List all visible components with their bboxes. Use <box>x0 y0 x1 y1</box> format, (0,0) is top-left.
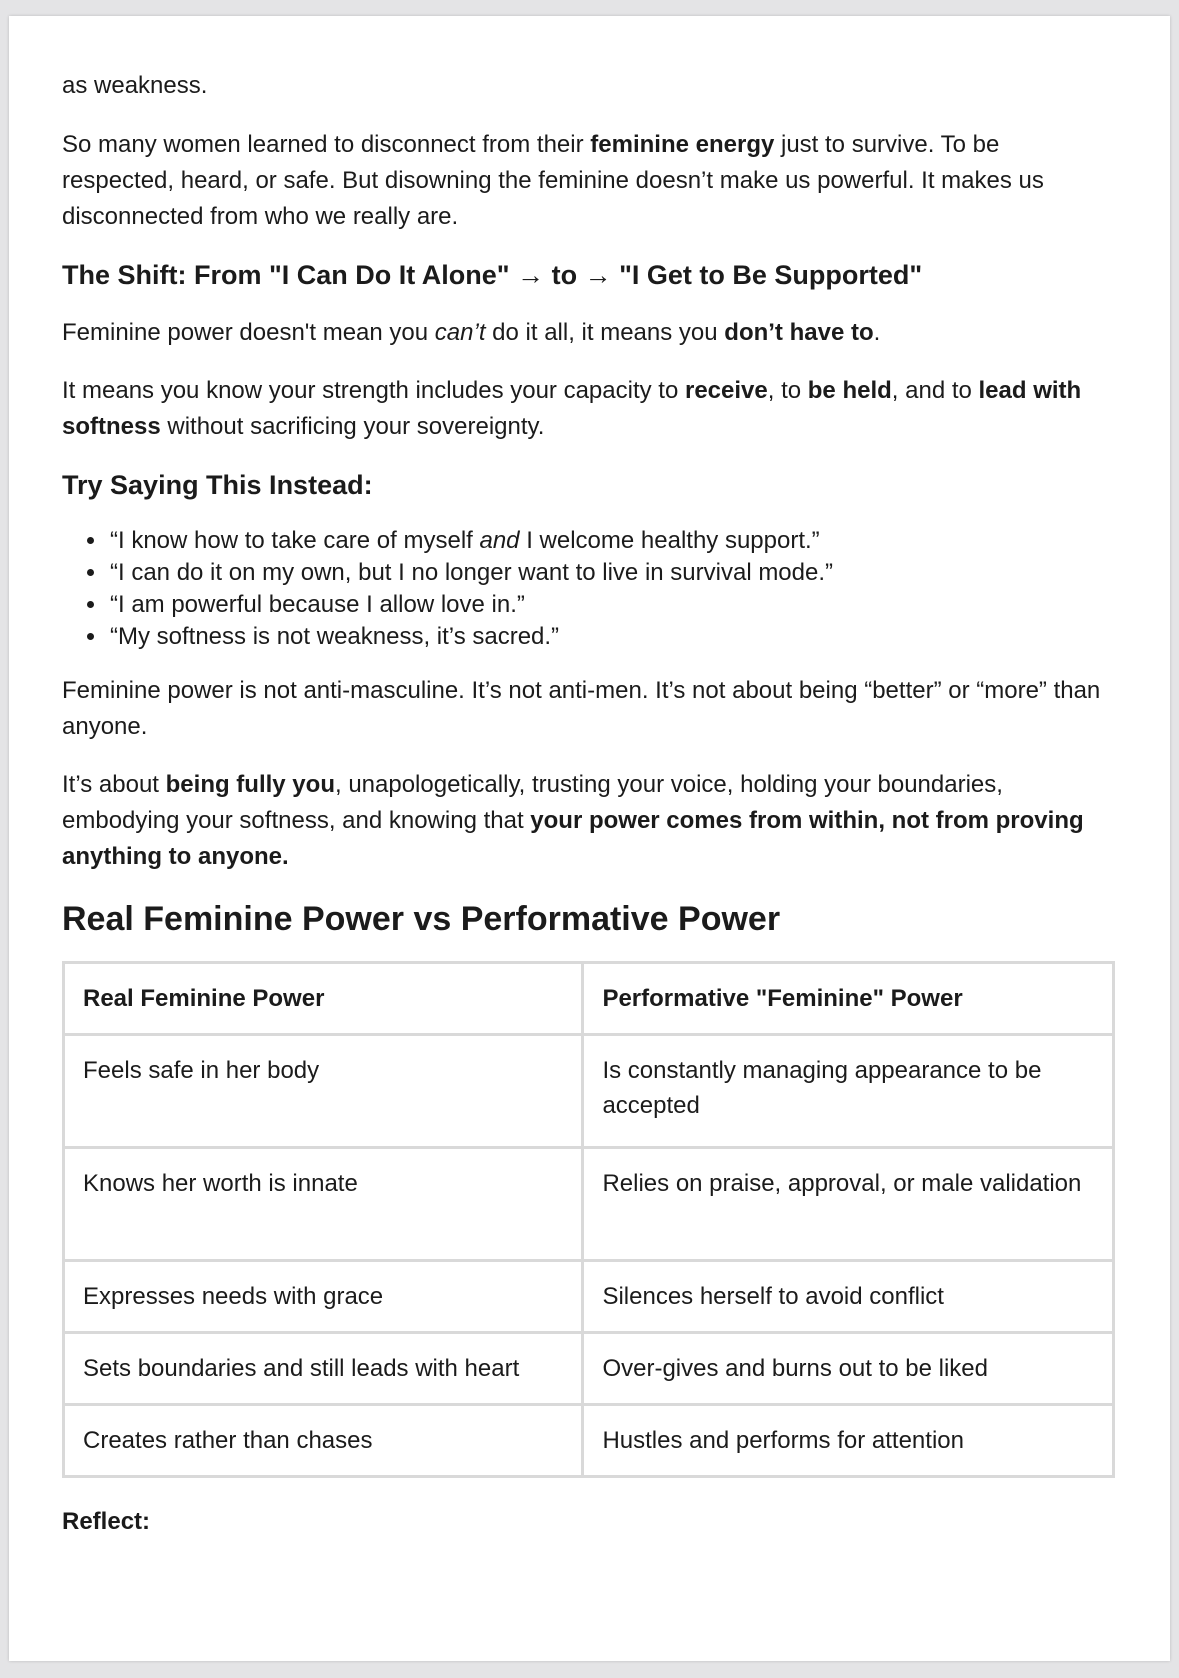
table-cell: Knows her worth is innate <box>64 1148 583 1261</box>
list-item <box>108 525 1116 557</box>
list-item: • “I can do it on my own, but I no longer want to live in survival mode.” <box>108 557 1116 589</box>
heading-the-shift: The Shift: From "I Can Do It Alone" → to → "I Get to Be Supported" <box>62 260 923 290</box>
emphasis-being-fully-you: being fully you <box>165 771 335 798</box>
table-row <box>64 1405 1114 1477</box>
table-row <box>64 1333 1114 1405</box>
table-cell: Relies on praise, approval, or male validation <box>583 1148 1114 1261</box>
table-cell: Sets boundaries and still leads with heart <box>64 1333 583 1405</box>
reflect-heading: Reflect: <box>62 1508 151 1535</box>
text-run: I welcome healthy support.” <box>519 527 820 554</box>
paragraph-disconnect <box>62 127 1116 235</box>
paragraph-strength <box>62 373 1116 445</box>
emphasis-and: and <box>479 527 520 554</box>
affirmation-list <box>62 525 1116 653</box>
text-run: do it all, it means you <box>485 319 725 346</box>
comparison-table <box>62 961 1115 1478</box>
text-run: just to survive. To be respected, heard, or safe. But disowning the feminine doesn’t make us powerful. It makes us disconnected from who we really are. <box>62 131 1044 230</box>
emphasis-be-held: be held <box>807 377 892 404</box>
text-run: It’s about <box>62 771 166 798</box>
heading-try-saying: Try Saying This Instead: <box>62 470 373 500</box>
table-row <box>64 1035 1114 1148</box>
table-header-row <box>64 963 1114 1035</box>
table-row <box>64 1148 1114 1261</box>
emphasis-power-within: your power comes from within, not from proving anything to anyone. <box>62 807 1084 870</box>
table-cell: Over-gives and burns out to be liked <box>583 1333 1114 1405</box>
text-run: , unapologetically, trusting your voice, holding your boundaries, embodying your softness, and knowing that <box>62 771 1003 834</box>
table-cell: Silences herself to avoid conflict <box>583 1261 1114 1333</box>
table-cell: Is constantly managing appearance to be accepted <box>583 1035 1114 1148</box>
paragraph-feminine-power-meaning <box>62 315 1116 351</box>
table-cell: Expresses needs with grace <box>64 1261 583 1333</box>
emphasis-lead-with-softness: lead with softness <box>62 377 1082 440</box>
text-run: It means you know your strength includes your capacity to <box>62 377 685 404</box>
section-title: Real Feminine Power vs Performative Power <box>62 900 781 938</box>
emphasis-receive: receive <box>684 377 768 404</box>
list-item: • “I am powerful because I allow love in.” <box>108 589 1116 621</box>
text-run: , and to <box>891 377 979 404</box>
emphasis-feminine-energy: feminine energy <box>590 131 775 158</box>
paragraph-not-anti-masculine: Feminine power is not anti-masculine. It’s not anti-men. It’s not about being “better” or “more” than anyone. <box>62 677 1101 740</box>
paragraph-weakness: as weakness. <box>62 72 208 99</box>
text-run: without sacrificing your sovereignty. <box>160 413 545 440</box>
text-run: , to <box>767 377 808 404</box>
emphasis-dont-have-to: don’t have to <box>724 319 874 346</box>
table-cell: Creates rather than chases <box>64 1405 583 1477</box>
table-row <box>64 1261 1114 1333</box>
list-item: • “My softness is not weakness, it’s sacred.” <box>108 621 1116 653</box>
paragraph-being-fully-you <box>62 767 1116 875</box>
table-cell: Hustles and performs for attention <box>583 1405 1114 1477</box>
column-header-real: Real Feminine Power <box>64 963 583 1035</box>
text-run: So many women learned to disconnect from their <box>62 131 591 158</box>
text-run: . <box>873 319 881 346</box>
emphasis-cant: can’t <box>434 319 486 346</box>
table-cell: Feels safe in her body <box>64 1035 583 1148</box>
text-run: “I know how to take care of myself <box>110 527 480 554</box>
column-header-performative: Performative "Feminine" Power <box>583 963 1114 1035</box>
text-run: Feminine power doesn't mean you <box>62 319 435 346</box>
document-page <box>9 16 1170 1661</box>
